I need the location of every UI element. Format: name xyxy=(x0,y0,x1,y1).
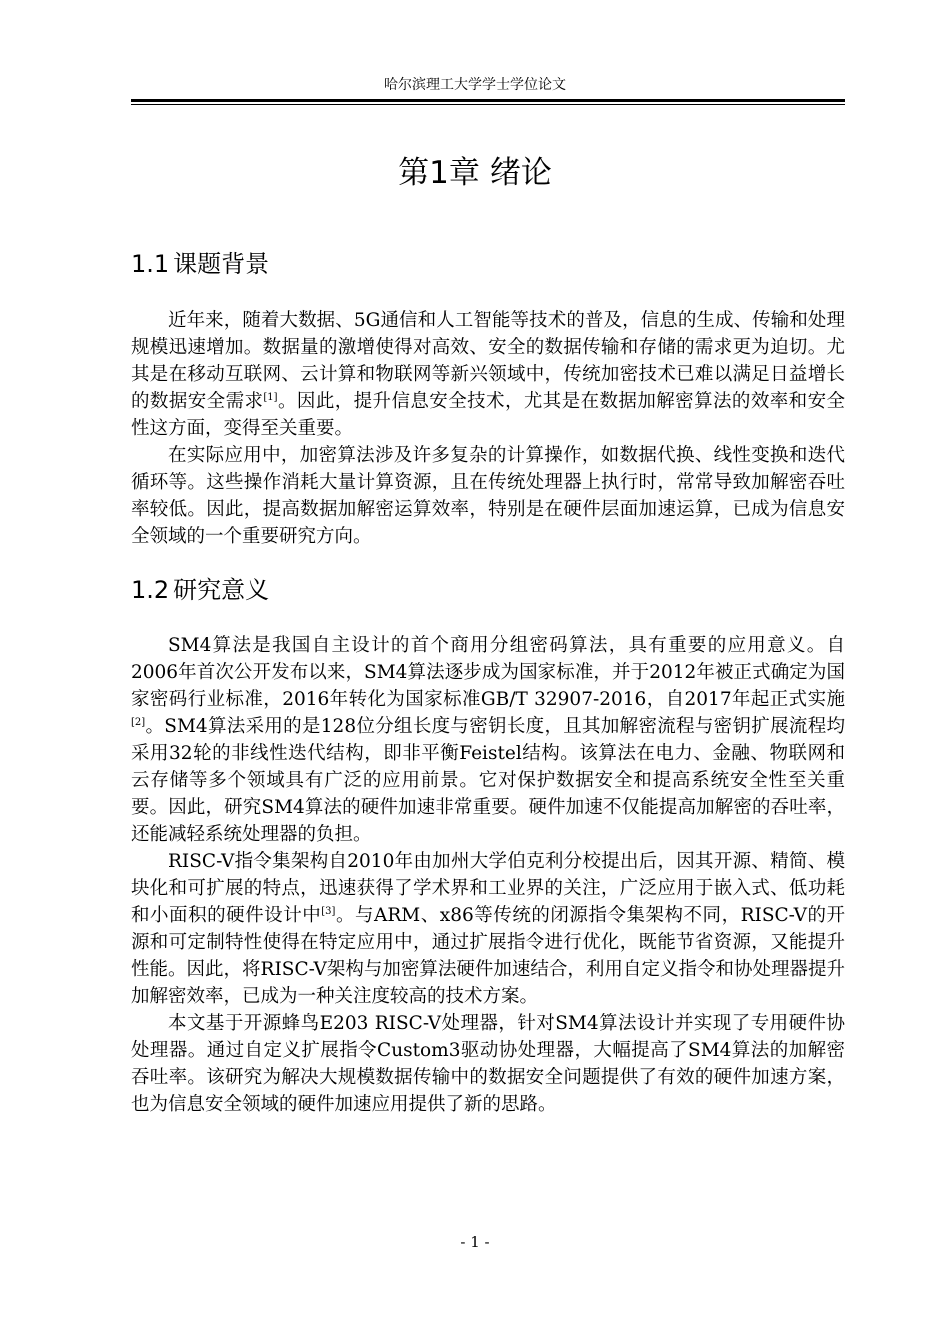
paragraph-text: 近年来，随着大数据、5G通信和人工智能等技术的普及，信息的生成、传输和处理规模迅速增加。数据量的激增使得对高效、安全的数据传输和存储的需求更为迫切。尤其是在移动互联网、云计算和物联网等新兴领域中，传统加密技术已难以满足日益增长的数据安全需求 xyxy=(131,310,845,412)
citation: [1] xyxy=(263,392,278,403)
chapter-number: 第1章 xyxy=(398,155,480,191)
chapter-title xyxy=(0,153,950,193)
citation: [2] xyxy=(131,717,146,728)
paragraph-text: 。与ARM、x86等传统的闭源指令集架构不同，RISC-V的开源和可定制特性使得在特定应用中，通过扩展指令进行优化，既能节省资源，又能提升性能。因此，将RISC-V架构与加密算法硬件加速结合，利用自定义指令和协处理器提升加解密效率，已成为一种关注度较高的技术方案。 xyxy=(131,905,845,1007)
page-number: - 1 - xyxy=(460,1233,490,1251)
section-heading-1-1 xyxy=(131,248,269,280)
section-1-1-body xyxy=(131,307,845,550)
paragraph: 本文基于开源蜂鸟E203 RISC-V处理器，针对SM4算法设计并实现了专用硬件协处理器。通过自定义扩展指令Custom3驱动协处理器，大幅提高了SM4算法的加解密吞吐率。该研究为解决大规模数据传输中的数据安全问题提供了有效的硬件加速方案，也为信息安全领域的硬件加速应用提供了新的思路。 xyxy=(131,1013,845,1115)
section-number: 1.2 xyxy=(131,576,170,604)
paragraph-text: RISC-V指令集架构自2010年由加州大学伯克利分校提出后，因其开源、精简、模块化和可扩展的特点，迅速获得了学术界和工业界的关注，广泛应用于嵌入式、低功耗和小面积的硬件设计中 xyxy=(131,851,845,926)
section-title: 课题背景 xyxy=(173,250,270,278)
section-heading-1-2 xyxy=(131,574,269,606)
header-rule-thin xyxy=(131,104,845,105)
section-1-2-body xyxy=(131,632,845,1118)
paragraph xyxy=(131,848,845,1010)
paragraph xyxy=(131,307,845,442)
paragraph-text: 。因此，提升信息安全技术，尤其是在数据加解密算法的效率和安全性这方面，变得至关重要。 xyxy=(131,391,845,439)
section-number: 1.1 xyxy=(131,250,170,278)
paragraph-text: SM4算法是我国自主设计的首个商用分组密码算法，具有重要的应用意义。自2006年首次公开发布以来，SM4算法逐步成为国家标准，并于2012年被正式确定为国家密码行业标准，2016年转化为国家标准GB/T 32907-2016，自2017年起正式实施 xyxy=(131,635,845,710)
chapter-title-text: 绪论 xyxy=(489,155,552,191)
paragraph xyxy=(131,632,845,848)
running-header: 哈尔滨理工大学学士学位论文 xyxy=(384,77,566,93)
citation: [3] xyxy=(321,906,336,917)
paragraph: 在实际应用中，加密算法涉及许多复杂的计算操作，如数据代换、线性变换和迭代循环等。这些操作消耗大量计算资源，且在传统处理器上执行时，常常导致加解密吞吐率较低。因此，提高数据加解密运算效率，特别是在硬件层面加速运算，已成为信息安全领域的一个重要研究方向。 xyxy=(131,445,845,547)
section-title: 研究意义 xyxy=(173,576,270,604)
paragraph-text: 。SM4算法采用的是128位分组长度与密钥长度，且其加解密流程与密钥扩展流程均采用32轮的非线性迭代结构，即非平衡Feistel结构。该算法在电力、金融、物联网和云存储等多个领域具有广泛的应用前景。它对保护数据安全和提高系统安全性至关重要。因此，研究SM4算法的硬件加速非常重要。硬件加速不仅能提高加解密的吞吐率，还能减轻系统处理器的负担。 xyxy=(131,716,845,845)
header-rule xyxy=(131,99,845,102)
